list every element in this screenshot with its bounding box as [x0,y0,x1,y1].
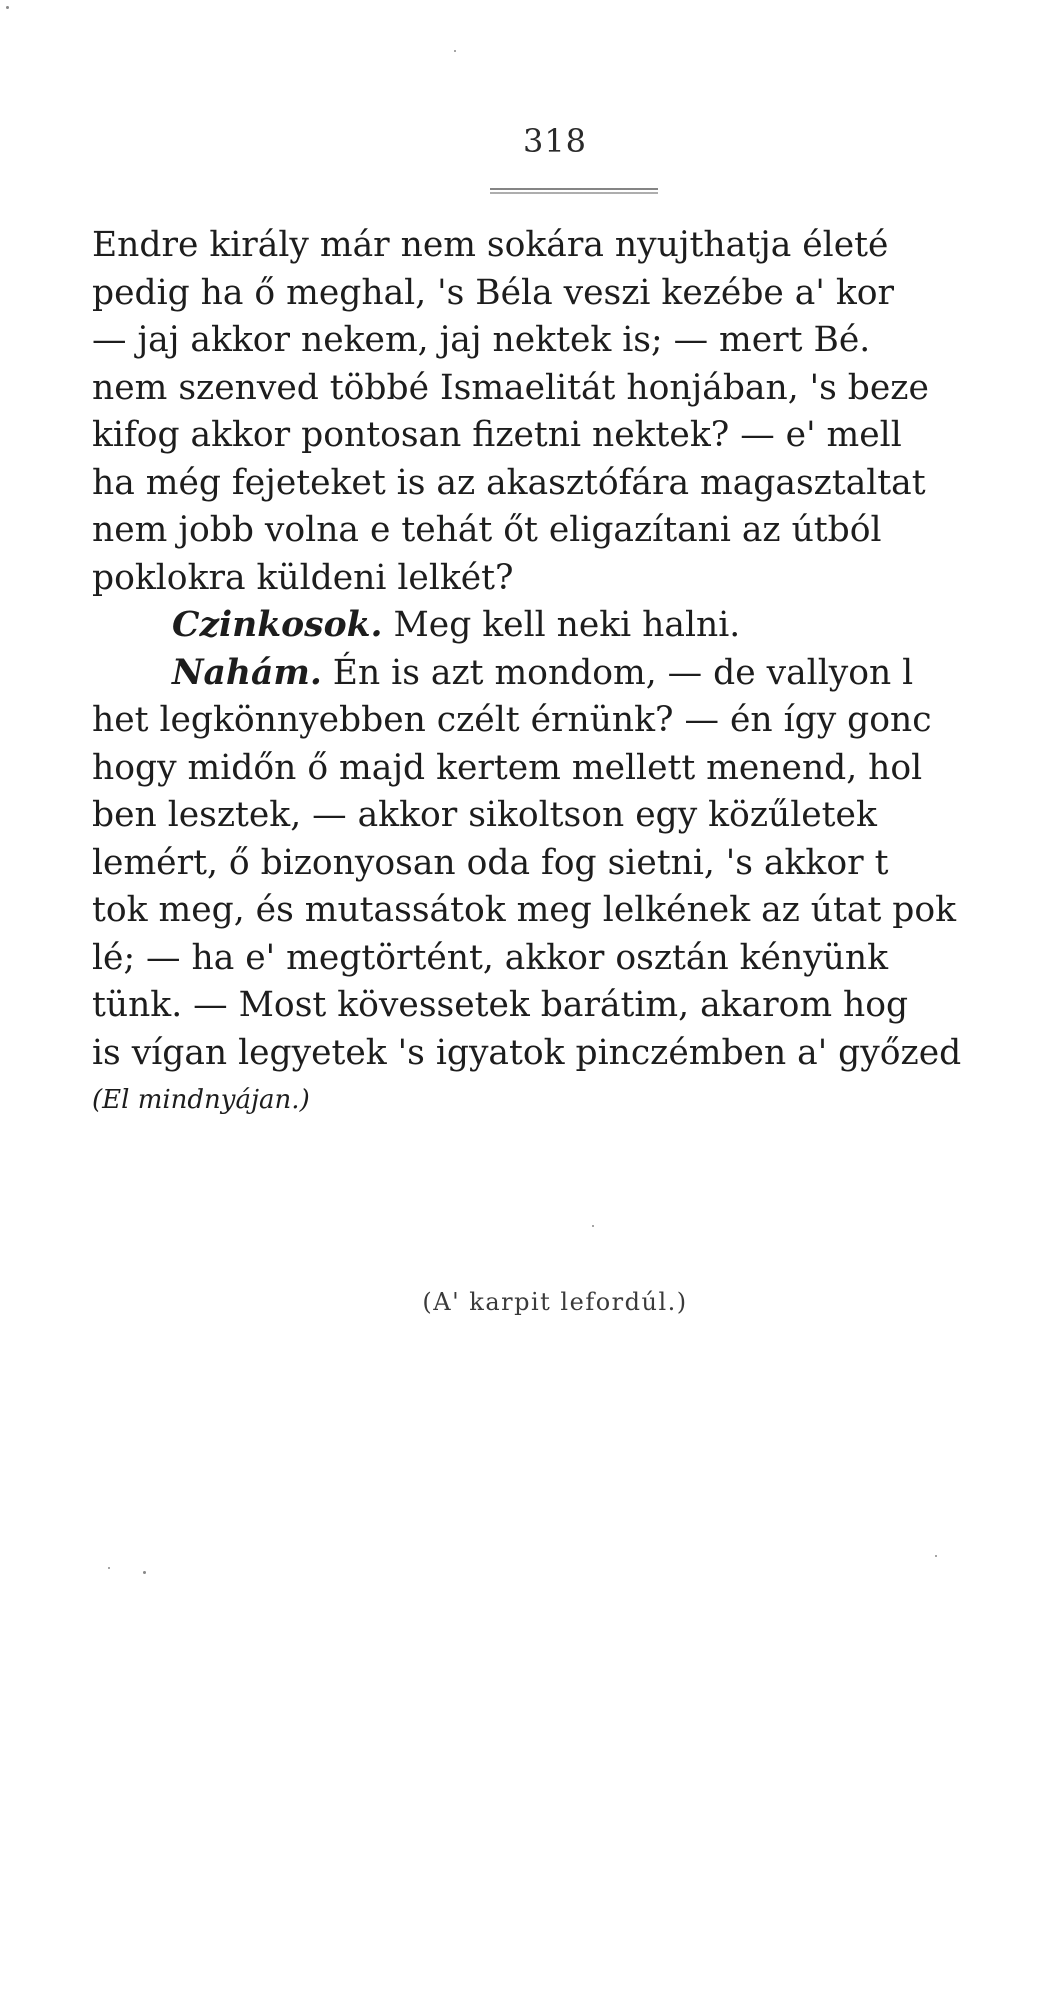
text-line: ha még fejeteket is az akasztófára magasztaltat [92,462,926,503]
text-line: is vígan legyetek 's igyatok pinczémben a' győzed [92,1032,962,1073]
dialogue-line [92,602,1002,650]
stage-direction: (El mindnyájan.) [92,1085,310,1115]
text-line: nem szenved többé Ismaelitát honjában, 's beze [92,367,929,408]
dialogue-text: Én is azt mondom, — de vallyon l [321,652,914,693]
text-line: tünk. — Most kövessetek barátim, akarom hog [92,985,909,1025]
text-line: poklokra küldeni lelkét? [92,557,514,598]
play-text [92,222,1002,1152]
paper-speck [454,50,456,52]
paper-speck [143,1571,146,1574]
text-line: kifog akkor pontosan fizetni nektek? — e' mell [92,415,902,455]
text-line: Endre király már nem sokára nyujthatja életé [92,225,889,265]
text-line: tok meg, és mutassátok meg lelkének az útat pok [92,890,957,930]
text-line: hogy midőn ő majd kertem mellett menend, hol [92,747,923,788]
speaker-name: Czinkosok. [172,605,383,645]
paper-speck [6,6,9,9]
text-line: lemért, ő bizonyosan oda fog sietni, 's akkor t [92,842,889,883]
text-line: het legkönnyebben czélt érnünk? — én így gonc [92,700,932,740]
speaker-name: Nahám. [172,652,322,693]
text-line: nem jobb volna e tehát őt eligazítani az útból [92,510,882,550]
text-line: — jaj akkor nekem, jaj nektek is; — mert Bé. [92,320,871,360]
dialogue-line [92,650,1002,698]
paper-speck [935,1555,937,1557]
ornamental-rule [490,188,658,194]
text-line: ben lesztek, — akkor sikoltson egy közűletek [92,795,877,835]
page-number: 318 [522,122,588,160]
dialogue-text: Meg kell neki halni. [382,605,741,645]
text-line: lé; — ha e' megtörtént, akkor osztán kényünk [92,937,889,978]
closing-stage-direction: (A' karpit lefordúl.) [422,1288,688,1316]
paper-speck [592,1225,594,1227]
paper-speck [108,1567,110,1569]
text-line: pedig ha ő meghal, 's Béla veszi kezébe a' kor [92,272,894,313]
